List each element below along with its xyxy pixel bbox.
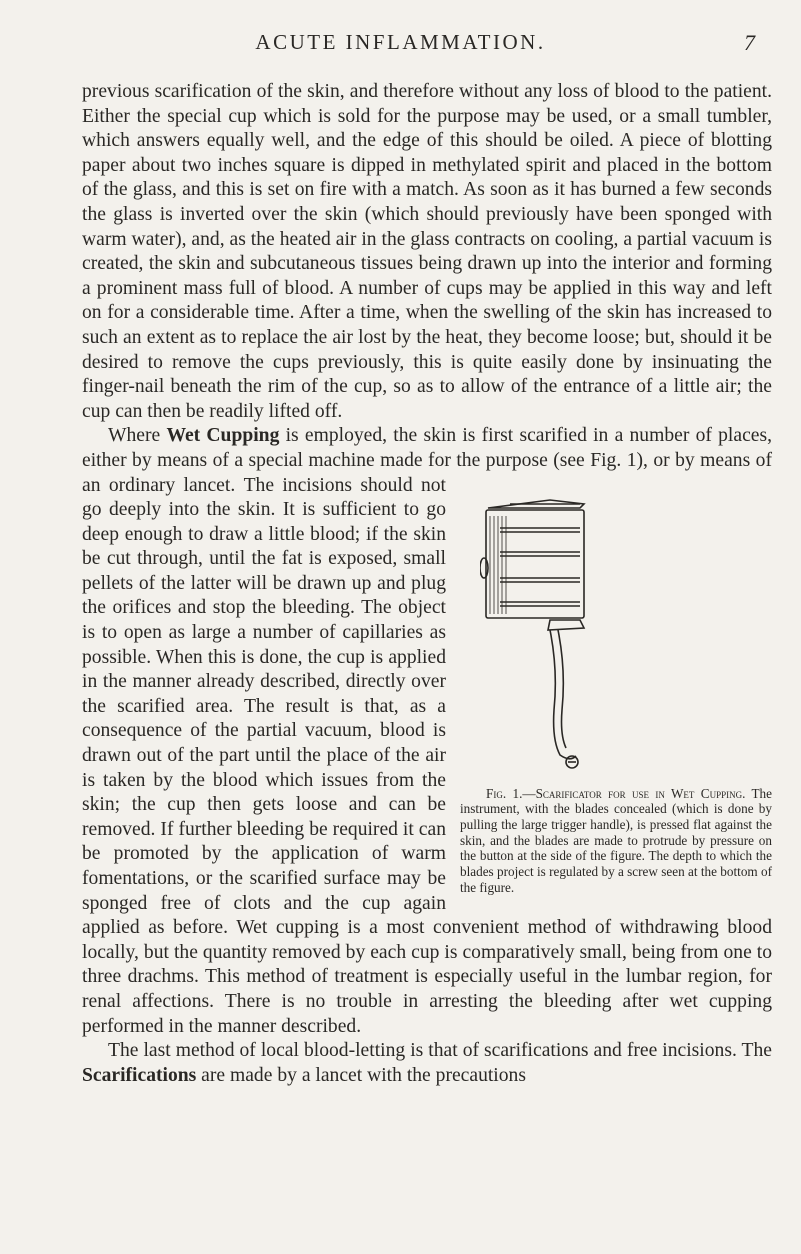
paragraph-1: previous scarification of the skin, and therefore without any loss of blood to the patient. Either the special cup which is sold for the purpose may be used, or a small tumbler, which answers equally well, and the edge of this should be oiled. A piece of blotting paper about two inches square is dipped in methylated spirit and placed in the bottom of the glass, and this is set on fire with a match. As soon as it has burned a few seconds the glass is inverted over the skin (which should previously have been sponged with warm water), and, as the heated air in the glass contracts on cooling, a partial vacuum is created, the skin and subcutaneous tissues being drawn up into the interior and forming a prominent mass full of blood. A number of cups may be applied in this way and left on for a considerable time. After a time, when the swelling of the skin has increased to such an extent as to replace the air lost by the heat, they become loose; but, should it be desired to remove the cups previously, this is quite easily done by insinuating the finger-nail beneath the rim of the cup, so as to allow of the entrance of a little air; the cup can then be readily lifted off. (82, 81, 772, 422)
figure-1 (460, 480, 772, 905)
term-scarifications: Scarifications (82, 1064, 197, 1086)
paragraph-2-text-a: is employed, the skin is first scarified in a number of places, either by means of a special machine made for the purpose (see Fig. 1), or by means of an ordinary lancet. (82, 425, 772, 496)
figure-caption (460, 786, 772, 896)
paragraph-2-text (82, 425, 772, 1036)
paragraph-2-text-b: The incisions should not go deeply into the skin. It is sufficient to go deep enough to draw a little blood; if the skin be cut through, until the fat is exposed, small pellets of the latter will be drawn up and plug the orifices and stop the bleeding. The object is to open as large a number of capillaries as possible. When this is done, the cup is applied in the manner already described, directly over the scarified area. The result is that, as a consequence of the partial vacuum, blood is drawn out of the part until the place of the air is taken by the blood which issues from the skin; the cup then gets loose and can be removed. If further bleeding be required it can be promoted by the application of warm fomentations, or the scarified surface may be sponged free of clots and the cup again applied as before. Wet cupping is a most convenient method of withdrawing blood locally, but the quantity removed by each cup is comparatively small, being from one to three drachms. This method of treatment is especially useful in the lumbar region, for renal affections. There is no trouble in arresting the bleeding after wet cupping performed in the manner described. (82, 474, 772, 1037)
body-text (82, 80, 772, 1088)
figure-label: Fig. 1.—Scarificator for use in Wet Cupping. (486, 785, 746, 801)
paragraph-3-intro: The last method of local blood-letting is that of scarifications and free incisions. The (108, 1040, 772, 1062)
term-wet-cupping: Wet Cupping (166, 425, 280, 447)
page-number: 7 (744, 30, 755, 55)
paragraph-2 (82, 424, 772, 1039)
paragraph-2-intro: Where (108, 425, 167, 447)
running-head: ACUTE INFLAMMATION. (255, 30, 546, 54)
paragraph-3 (82, 1039, 772, 1088)
figure-caption-text: The instrument, with the blades concealed (which is done by pulling the large trigger handle), is pressed flat against the skin, and the blades are made to protrude by pressure on the button at the side of the figure. The depth to which the blades project is regulated by a screw seen at the bottom of the figure. (460, 785, 773, 895)
scarificator-illustration (480, 480, 590, 780)
paragraph-3-text: are made by a lancet with the precautions (196, 1064, 526, 1086)
